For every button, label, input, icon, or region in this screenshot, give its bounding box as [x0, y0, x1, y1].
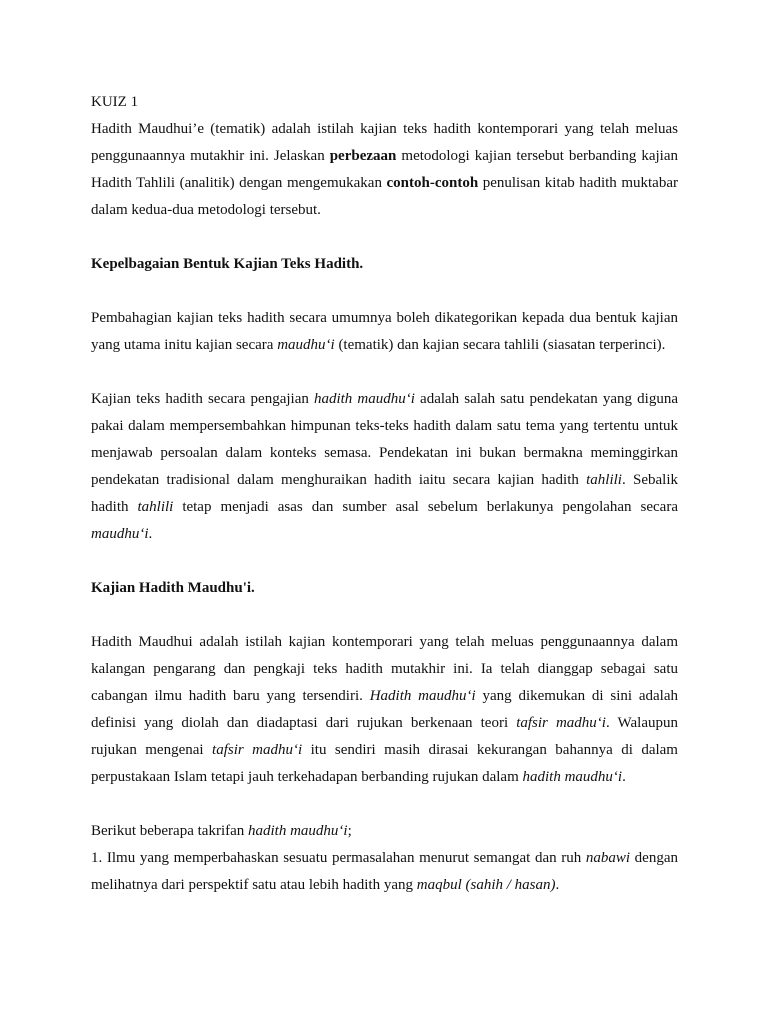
quiz-title: KUIZ 1	[91, 94, 139, 110]
list-item-definition-1: 1. Ilmu yang memperbahaskan sesuatu permasalahan menurut semangat dan ruh nabawi dengan melihatnya dari perspektif satu atau lebih hadith yang maqbul (sahih / hasan).	[91, 850, 678, 893]
paragraph-hadith-maudhui: Hadith Maudhui adalah istilah kajian kontemporari yang telah meluas penggunaannya dalam kalangan pengarang dan pengkaji teks hadith mutakhir ini. Ia telah dianggap sebagai satu cabangan ilmu hadith baru yang tersendiri. Hadith maudhu‘i yang dikemukan di sini adalah definisi yang diolah dan diadaptasi dari rujukan berkenaan teori tafsir madhu‘i. Walaupun rujukan mengenai tafsir madhu‘i itu sendiri masih dirasai kekurangan bahannya di dalam perpustakaan Islam tetapi jauh terkehadapan berbanding rujukan dalam hadith maudhu‘i.	[91, 634, 678, 785]
section-heading-maudhui: Kajian Hadith Maudhu'i.	[91, 580, 255, 596]
quiz-question: Hadith Maudhui’e (tematik) adalah istilah kajian teks hadith kontemporari yang telah meluas penggunaannya mutakhir ini. Jelaskan perbezaan metodologi kajian tersebut berbanding kajian Hadith Tahlili (analitik) dengan mengemukakan contoh-contoh penulisan kitab hadith muktabar dalam kedua-dua metodologi tersebut.	[91, 121, 679, 218]
section-heading-kepelbagaian: Kepelbagaian Bentuk Kajian Teks Hadith.	[91, 256, 364, 272]
paragraph-takrifan-intro: Berikut beberapa takrifan hadith maudhu‘i;	[91, 823, 352, 839]
document-body	[91, 89, 678, 899]
paragraph-pembahagian: Pembahagian kajian teks hadith secara umumnya boleh dikategorikan kepada dua bentuk kajian yang utama initu kajian secara maudhu‘i (tematik) dan kajian secara tahlili (siasatan terperinci).	[91, 310, 678, 353]
paragraph-kajian-teks: Kajian teks hadith secara pengajian hadith maudhu‘i adalah salah satu pendekatan yang diguna pakai dalam mempersembahkan himpunan teks-teks hadith dalam satu tema yang tertentu untuk menjawab persoalan dalam konteks semasa. Pendekatan ini bukan bermakna meminggirkan pendekatan tradisional dalam menghuraikan hadith iaitu secara kajian hadith tahlili. Sebalik hadith tahlili tetap menjadi asas dan sumber asal sebelum berlakunya pengolahan secara maudhu‘i.	[91, 391, 678, 542]
